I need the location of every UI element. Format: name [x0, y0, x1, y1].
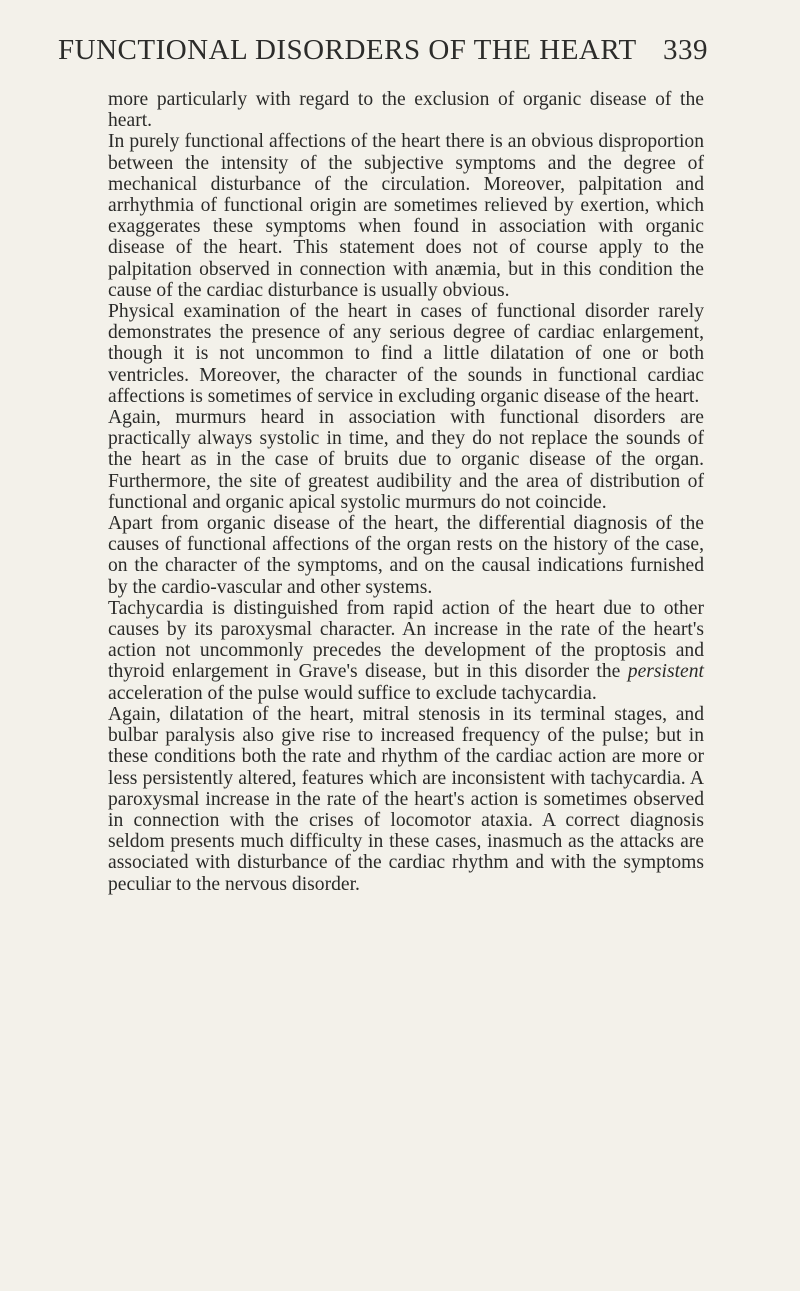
paragraph-text: acceleration of the pulse would suffice to exclude tachycardia. — [108, 682, 597, 704]
paragraph-tachycardia — [108, 598, 704, 704]
paragraph: In purely functional affections of the heart there is an obvious disproportion between the intensity of the subjective symptoms and the degree of mechanical disturbance of the circulation. Moreover, palpitation and arrhythmia of functional origin are sometimes relieved by exertion, which exaggerates these symptoms when found in association with organic disease of the heart. This statement does not of course apply to the palpitation observed in connection with anæmia, but in this condition the cause of the cardiac disturbance is usually obvious. — [108, 131, 704, 301]
page-number: 339 — [663, 34, 708, 66]
paragraph: more particularly with regard to the exclusion of organic disease of the heart. — [108, 89, 704, 132]
paragraph: Again, murmurs heard in association with functional disorders are practically always systolic in time, and they do not replace the sounds of the heart as in the case of bruits due to organic disease of the organ. Furthermore, the site of greatest audibility and the area of distribution of functional and organic apical systolic murmurs do not coincide. — [108, 407, 704, 513]
running-head — [58, 34, 708, 67]
paragraph-text: Tachycardia is distinguished from rapid action of the heart due to other causes by its paroxysmal character. An increase in the rate of the heart's action not uncommonly precedes the development of the proptosis and thyroid enlargement in Grave's disease, but in this disorder the — [108, 597, 704, 683]
paragraph: Apart from organic disease of the heart, the differential diagnosis of the causes of functional affections of the organ rests on the history of the case, on the character of the symptoms, and on the causal indications furnished by the cardio-vascular and other systems. — [108, 513, 704, 598]
body-text — [108, 89, 704, 895]
paragraph: Again, dilatation of the heart, mitral stenosis in its terminal stages, and bulbar paralysis also give rise to increased frequency of the pulse; but in these conditions both the rate and rhythm of the cardiac action are more or less persistently altered, features which are inconsistent with tachycardia. A paroxysmal increase in the rate of the heart's action is sometimes observed in connection with the crises of locomotor ataxia. A correct diagnosis seldom presents much difficulty in these cases, inasmuch as the attacks are associated with disturbance of the cardiac rhythm and with the symptoms peculiar to the nervous disorder. — [108, 703, 704, 895]
paragraph: Physical examination of the heart in cases of functional disorder rarely demonstrates the presence of any serious degree of cardiac enlargement, though it is not uncommon to find a little dilatation of one or both ventricles. Moreover, the character of the sounds in functional cardiac affections is sometimes of service in excluding organic disease of the heart. — [108, 301, 704, 407]
chapter-title: FUNCTIONAL DISORDERS OF THE HEART — [58, 34, 637, 66]
emphasized-word: persistent — [627, 661, 704, 683]
